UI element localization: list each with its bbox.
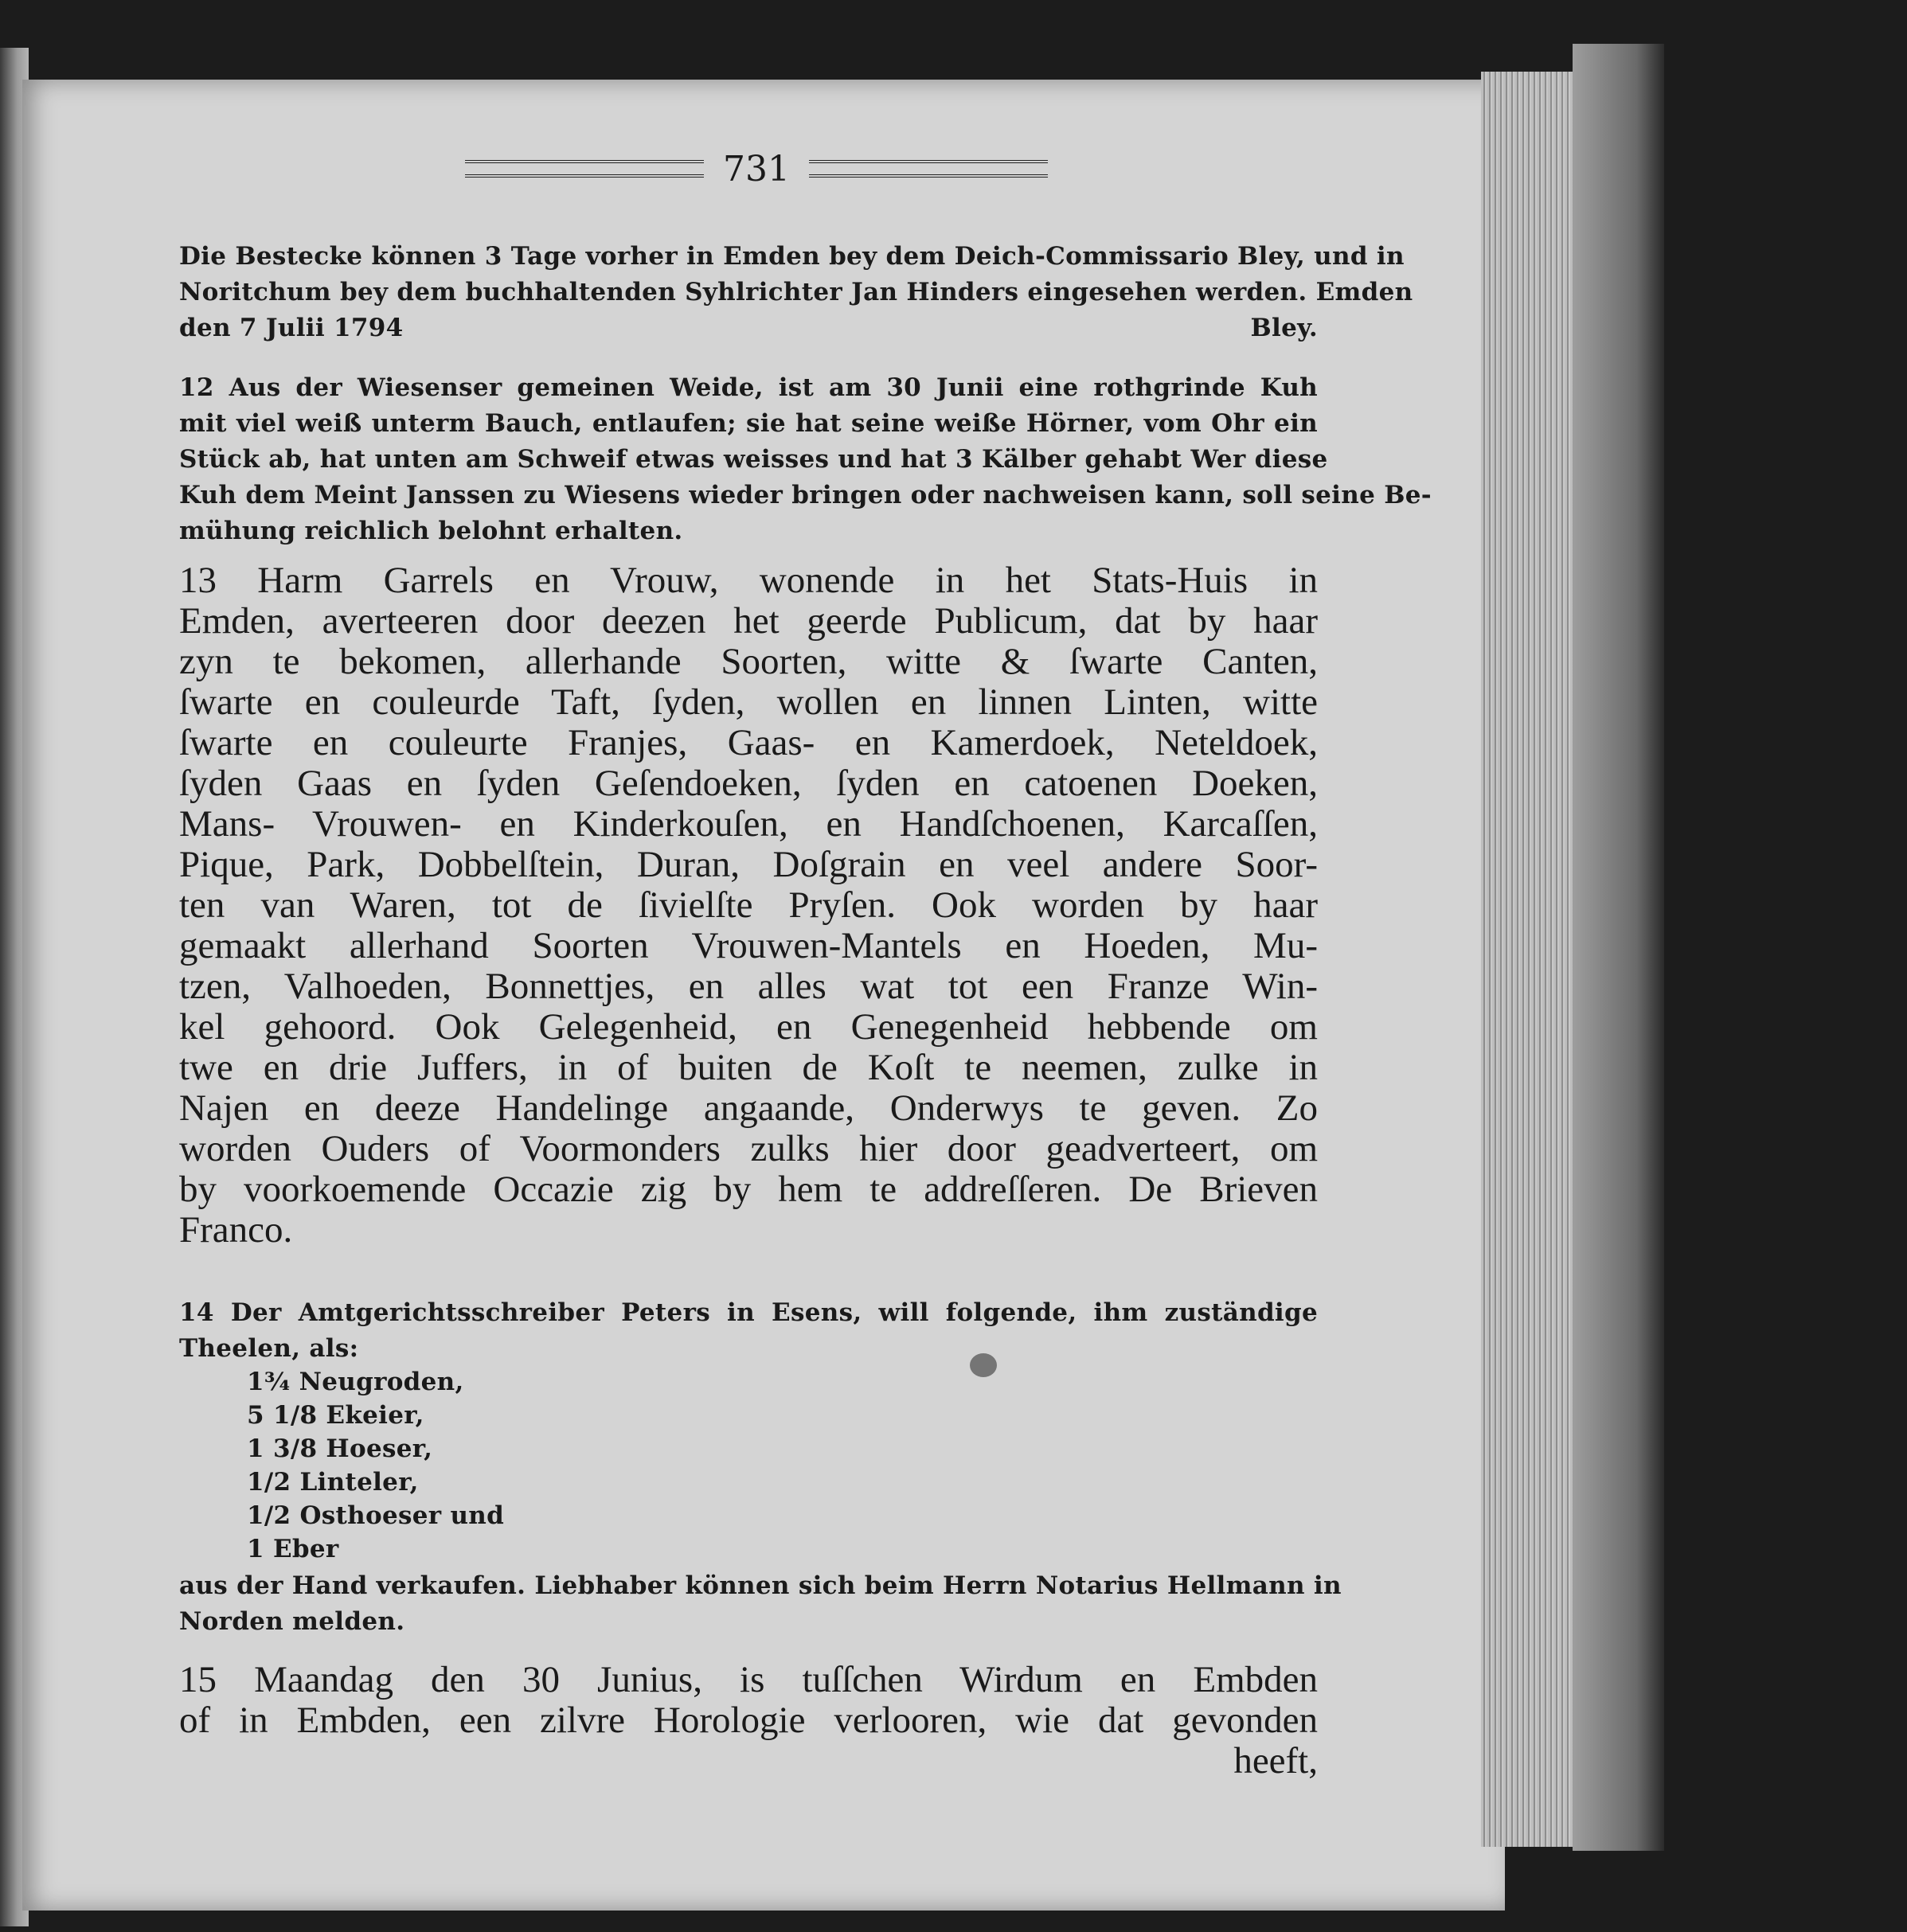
text-line: by voorkoemende Occazie zig by hem te addreſſeren. De Brieven [179, 1169, 1318, 1210]
notice-14 [179, 1295, 1318, 1367]
page-number: 731 [723, 148, 790, 189]
list-item: 1 3/8 Hoeser, [247, 1434, 433, 1463]
text-line: zyn te bekomen, allerhande Soorten, witte & ſwarte Canten, [179, 641, 1318, 682]
text-line: ſyden Gaas en ſyden Geſendoeken, ſyden en catoenen Doeken, [179, 763, 1318, 804]
text-line: Najen en deeze Handelinge angaande, Onderwys te geven. Zo [179, 1087, 1318, 1129]
text-line: tzen, Valhoeden, Bonnettjes, en alles wat tot een Franze Win- [179, 966, 1318, 1007]
text-line: 13 Harm Garrels en Vrouw, wonende in het Stats-Huis in [179, 560, 1318, 601]
text-line: worden Ouders of Voormonders zulks hier door geadverteert, om [179, 1128, 1318, 1169]
text-line: Stück ab, hat unten am Schweif etwas weisses und hat 3 Kälber gehabt Wer diese [179, 445, 1328, 474]
list-item: 1/2 Linteler, [247, 1468, 419, 1497]
text-line: ten van Waren, tot de ſivielſte Pryſen. Ook worden by haar [179, 884, 1318, 926]
header-rule-right [809, 160, 1048, 178]
notice-signature: Bley. [1250, 314, 1318, 342]
text-line: twe en drie Juffers, in of buiten de Koſt te neemen, zulke in [179, 1047, 1318, 1088]
text-line: aus der Hand verkaufen. Liebhaber können sich beim Herrn Notarius Hellmann in [179, 1571, 1342, 1600]
list-item: 5 1/8 Ekeier, [247, 1401, 424, 1430]
notice-date: den 7 Julii 1794 [179, 314, 404, 342]
ink-stain [970, 1353, 997, 1377]
text-line: Mans- Vrouwen- en Kinderkouſen, en Handſchoenen, Karcaſſen, [179, 803, 1318, 845]
text-line: ſwarte en couleurde Taft, ſyden, wollen en linnen Linten, witte [179, 681, 1318, 723]
text-line: mühung reichlich belohnt erhalten. [179, 517, 683, 545]
text-line: Emden, averteeren door deezen het geerde Publicum, dat by haar [179, 600, 1318, 642]
notice-12 [179, 370, 1432, 549]
notice-14-closing [179, 1568, 1342, 1640]
text-line: 15 Maandag den 30 Junius, is tuſſchen Wirdum en Embden [179, 1659, 1318, 1700]
notice-14-items [247, 1365, 804, 1566]
header-rule-left [465, 160, 704, 178]
text-line: mit viel weiß unterm Bauch, entlaufen; sie hat seine weiße Hörner, vom Ohr ein [179, 409, 1318, 438]
text-line: Kuh dem Meint Janssen zu Wiesens wieder bringen oder nachweisen kann, soll seine Be- [179, 481, 1432, 509]
text-line: Franco. [179, 1209, 293, 1251]
text-line: of in Embden, een zilvre Horologie verlooren, wie dat gevonden [179, 1700, 1318, 1741]
catchword: heeft, [1233, 1740, 1318, 1782]
notice-11-continuation [179, 239, 1413, 346]
text-line: Norden melden. [179, 1607, 405, 1636]
notice-13 [179, 560, 1318, 1251]
list-item: 1/2 Osthoeser und [247, 1501, 505, 1530]
list-item: 1 Eber [247, 1535, 339, 1563]
page-header [446, 145, 1067, 193]
text-line: 12 Aus der Wiesenser gemeinen Weide, ist am 30 Junii eine rothgrinde Kuh [179, 373, 1318, 402]
text-line: Theelen, als: [179, 1334, 359, 1363]
notice-15 [179, 1660, 1318, 1782]
text-line: Die Bestecke können 3 Tage vorher in Emden bey dem Deich-Commissario Bley, und in [179, 242, 1405, 271]
text-line: 14 Der Amtgerichtsschreiber Peters in Esens, will folgende, ihm zuständige [179, 1298, 1318, 1327]
text-line: gemaakt allerhand Soorten Vrouwen-Mantels en Hoeden, Mu- [179, 925, 1318, 966]
text-line: kel gehoord. Ook Gelegenheid, en Genegenheid hebbende om [179, 1006, 1318, 1048]
book-cover-edge [1573, 44, 1664, 1851]
text-line: Pique, Park, Dobbelſtein, Duran, Doſgrain en veel andere Soor- [179, 844, 1318, 885]
text-line: Noritchum bey dem buchhaltenden Syhlrichter Jan Hinders eingesehen werden. Emden [179, 278, 1413, 306]
date-signature-line [179, 310, 1318, 346]
text-line: ſwarte en couleurte Franjes, Gaas- en Kamerdoek, Neteldoek, [179, 722, 1318, 763]
list-item: 1¾ Neugroden, [247, 1368, 464, 1396]
page-fore-edge [1481, 72, 1577, 1847]
